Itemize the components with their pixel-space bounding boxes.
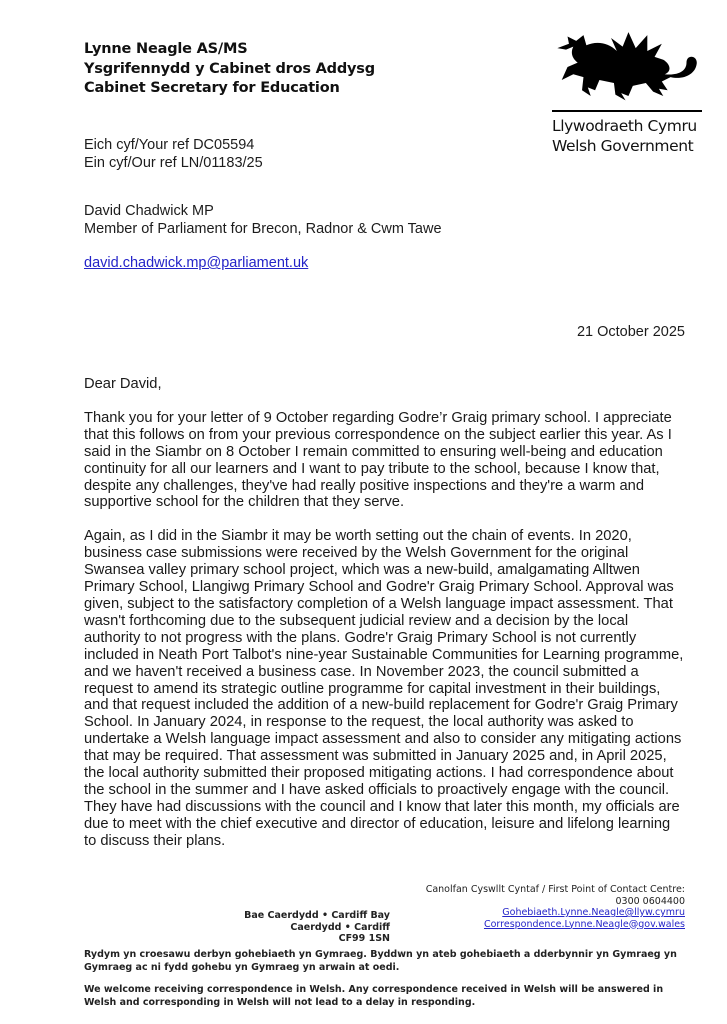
- letter-body: [84, 376, 685, 850]
- sender-title-english: Cabinet Secretary for Education: [84, 80, 340, 96]
- recipient-email-line: [84, 255, 308, 271]
- welsh-government-logo: [552, 28, 702, 156]
- recipient-name: David Chadwick MP: [84, 203, 214, 219]
- logo-text-welsh: Llywodraeth Cymru: [552, 117, 697, 135]
- address-line-2: Caerdydd • Cardiff: [290, 921, 390, 933]
- recipient-block: [84, 203, 442, 238]
- sender-block: [84, 40, 375, 99]
- your-ref: Eich cyf/Your ref DC05594: [84, 137, 255, 153]
- english-language-notice: We welcome receiving correspondence in Welsh. Any correspondence received in Welsh will be answered in Welsh and corresponding in Welsh will not lead to a delay in responding.: [84, 984, 664, 1008]
- logo-text-english: Welsh Government: [552, 137, 694, 155]
- contact-email-welsh-link[interactable]: Gohebiaeth.Lynne.Neagle@llyw.cymru: [502, 907, 685, 918]
- paragraph-2: Again, as I did in the Siambr it may be worth setting out the chain of events. In 2020, business case submissions were received by the Welsh Government for the original Swansea valley primary school project, which was a new-build, amalgamating Alltwen Primary School, Llangiwg Primary School and Godre'r Graig Primary School. Approval was given, subject to the satisfactory completion of a Welsh language impact assessment. That wasn't forthcoming due to the subsequent judicial review and a decision by the local authority to not progress with the plans. Godre'r Graig Primary School is not currently included in Neath Port Talbot's nine-year Sustainable Communities for Learning programme, and we haven't received a business case. In November 2023, the council submitted a request to amend its strategic outline programme for capital investment in their buildings, and that request included the addition of a new-build replacement for Godre'r Graig Primary School. In January 2024, in response to the request, the local authority was asked to undertake a Welsh language impact assessment and also to consider any mitigating actions that may be required. That assessment was submitted in January 2025 and, in April 2025, the local authority submitted their proposed mitigating actions. I had correspondence about the school in the summer and I have asked officials to proactively engage with the council. They have had discussions with the council and I know that later this month, my officials are due to meet with the chief executive and director of education, leisure and lifelong learning to discuss their plans.: [84, 528, 684, 849]
- address-line-1: Bae Caerdydd • Cardiff Bay: [244, 910, 390, 921]
- footer-address-block: [244, 910, 390, 945]
- recipient-role: Member of Parliament for Brecon, Radnor & Cwm Tawe: [84, 220, 442, 237]
- reference-block: [84, 137, 263, 172]
- paragraph-1: Thank you for your letter of 9 October regarding Godre’r Graig primary school. I appreciate that this follows on from your previous correspondence on the subject earlier this year. As I said in the Siambr on 8 October I remain committed to ensuring well-being and education continuity for all our learners and I want to pay tribute to the school, because I know that, despite any challenges, they've had really positive inspections and they're a warm and supportive school for the children that they serve.: [84, 409, 672, 511]
- welsh-language-notice: Rydym yn croesawu derbyn gohebiaeth yn Gymraeg. Byddwn yn ateb gohebiaeth a dderbynnir yn Gymraeg yn Gymraeg ac ni fydd gohebu yn Gymraeg yn arwain at oedi.: [84, 949, 677, 973]
- address-postcode: CF99 1SN: [338, 933, 390, 944]
- contact-email-english-link[interactable]: Correspondence.Lynne.Neagle@gov.wales: [483, 918, 685, 930]
- letter-date: 21 October 2025: [576, 324, 685, 340]
- contact-centre-label: Canolfan Cyswllt Cyntaf / First Point of Contact Centre:: [425, 884, 685, 895]
- our-ref: Ein cyf/Our ref LN/01183/25: [84, 154, 263, 171]
- sender-title-welsh: Ysgrifennydd y Cabinet dros Addysg: [84, 60, 375, 77]
- sender-name: Lynne Neagle AS/MS: [84, 41, 248, 57]
- salutation: Dear David,: [84, 376, 162, 392]
- footer-contact-block: [426, 884, 685, 930]
- logo-wordmark: [552, 110, 702, 156]
- contact-phone: 0300 0604400: [615, 895, 685, 907]
- recipient-email-link[interactable]: david.chadwick.mp@parliament.uk: [84, 255, 309, 271]
- welsh-dragon-icon: [553, 28, 701, 106]
